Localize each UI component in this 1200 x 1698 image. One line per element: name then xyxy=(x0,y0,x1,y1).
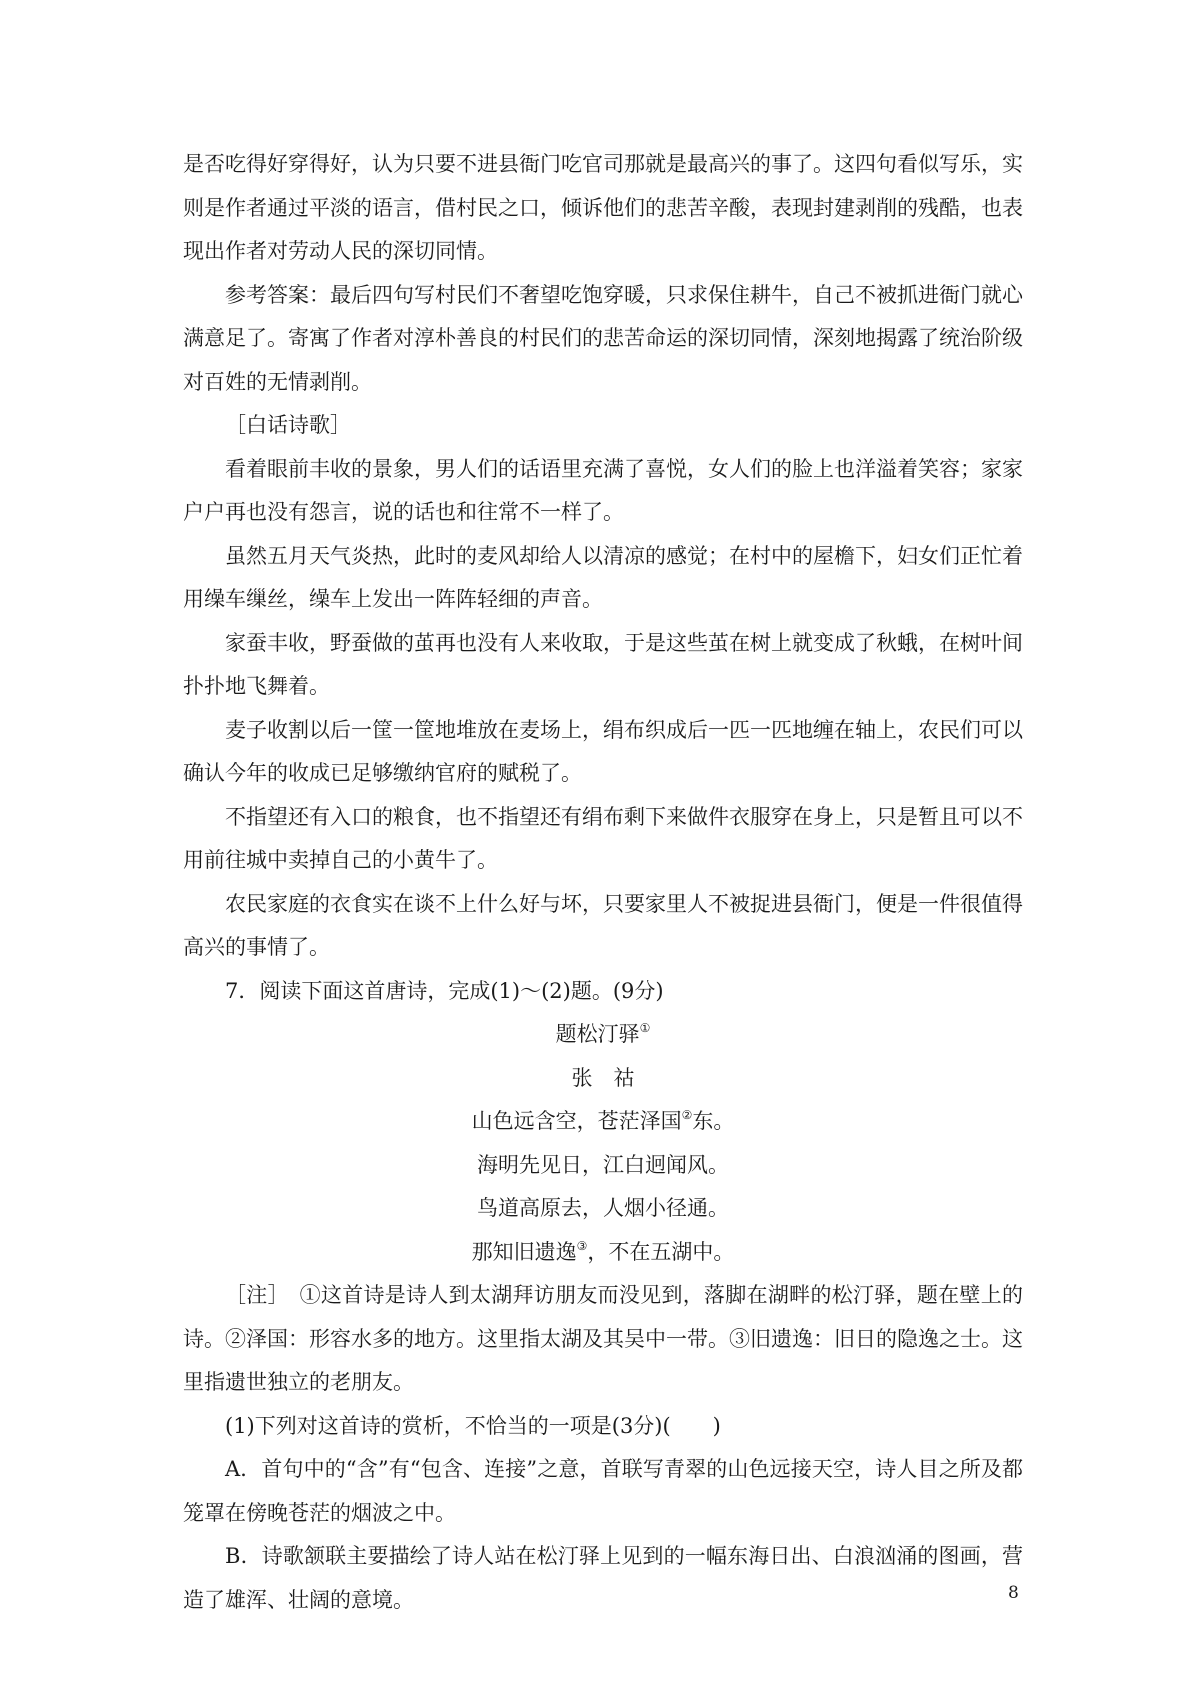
poem-title xyxy=(183,1013,1023,1057)
section-heading-vernacular-poem: ［白话诗歌］ xyxy=(225,413,351,437)
paragraph-vernacular-2: 虽然五月天气炎热，此时的麦风却给人以清凉的感觉；在村中的屋檐下，妇女们正忙着用缲车缫丝，缲车上发出一阵阵轻细的声音。 xyxy=(183,543,1023,611)
question-1-option-a: A．首句中的“含”有“包含、连接”之意，首联写青翠的山色远接天空，诗人目之所及都笼罩在傍晚苍茫的烟波之中。 xyxy=(183,1457,1023,1525)
poem-line-3: 鸟道高原去，人烟小径通。 xyxy=(477,1196,729,1220)
poem-notes: ［注］ ①这首诗是诗人到太湖拜访朋友而没见到，落脚在湖畔的松汀驿，题在壁上的诗。②泽国：形容水多的地方。这里指太湖及其吴中一带。③旧遗逸：旧日的隐逸之士。这里指遗世独立的老朋友。 xyxy=(183,1283,1023,1394)
footnote-mark-3: ③ xyxy=(576,1238,588,1253)
poem-title-text: 题松汀驿 xyxy=(555,1022,640,1046)
paragraph-vernacular-3: 家蚕丰收，野蚕做的茧再也没有人来收取，于是这些茧在树上就变成了秋蛾，在树叶间扑扑地飞舞着。 xyxy=(183,630,1023,698)
document-page xyxy=(183,143,1023,1622)
poem-line-4 xyxy=(183,1231,1023,1275)
paragraph-analysis-continued: 是否吃得好穿得好，认为只要不进县衙门吃官司那就是最高兴的事了。这四句看似写乐，实则是作者通过平淡的语言，借村民之口，倾诉他们的悲苦辛酸，表现封建剥削的残酷，也表现出作者对劳动人民的深切同情。 xyxy=(183,152,1023,263)
paragraph-vernacular-4: 麦子收割以后一筐一筐地堆放在麦场上，绢布织成后一匹一匹地缠在轴上，农民们可以确认今年的收成已足够缴纳官府的赋税了。 xyxy=(183,717,1023,785)
poem-line-4-part-a: 那知旧遗逸 xyxy=(471,1239,577,1264)
poem-author: 张 祜 xyxy=(571,1065,635,1090)
question-1-option-b: B．诗歌颔联主要描绘了诗人站在松汀驿上见到的一幅东海日出、白浪汹涌的图画，营造了雄浑、壮阔的意境。 xyxy=(183,1544,1023,1612)
paragraph-vernacular-6: 农民家庭的衣食实在谈不上什么好与坏，只要家里人不被捉进县衙门，便是一件很值得高兴的事情了。 xyxy=(183,891,1023,959)
question-7-heading: 7．阅读下面这首唐诗，完成(1)～(2)题。(9分) xyxy=(225,978,664,1003)
poem-line-1-part-b: 东。 xyxy=(692,1109,735,1133)
paragraph-reference-answer: 参考答案：最后四句写村民们不奢望吃饱穿暖，只求保住耕牛，自己不被抓进衙门就心满意足了。寄寓了作者对淳朴善良的村民们的悲苦命运的深切同情，深刻地揭露了统治阶级对百姓的无情剥削。 xyxy=(183,282,1023,394)
paragraph-vernacular-5: 不指望还有入口的粮食，也不指望还有绢布剩下来做件衣服穿在身上，只是暂且可以不用前往城中卖掉自己的小黄牛了。 xyxy=(183,804,1023,872)
poem-line-4-part-b: ，不在五湖中。 xyxy=(587,1239,735,1264)
footnote-mark-1: ① xyxy=(639,1021,651,1035)
page-number: 8 xyxy=(1008,1583,1019,1603)
question-1-prompt: (1)下列对这首诗的赏析，不恰当的一项是(3分)( ) xyxy=(225,1413,721,1438)
footnote-mark-2: ② xyxy=(681,1108,693,1122)
paragraph-vernacular-1: 看着眼前丰收的景象，男人们的话语里充满了喜悦，女人们的脸上也洋溢着笑容；家家户户再也没有怨言，说的话也和往常不一样了。 xyxy=(183,456,1023,524)
poem-line-1-part-a: 山色远含空，苍茫泽国 xyxy=(471,1109,682,1133)
poem-line-1 xyxy=(183,1100,1023,1144)
poem-line-2: 海明先见日，江白迥闻风。 xyxy=(477,1152,729,1177)
